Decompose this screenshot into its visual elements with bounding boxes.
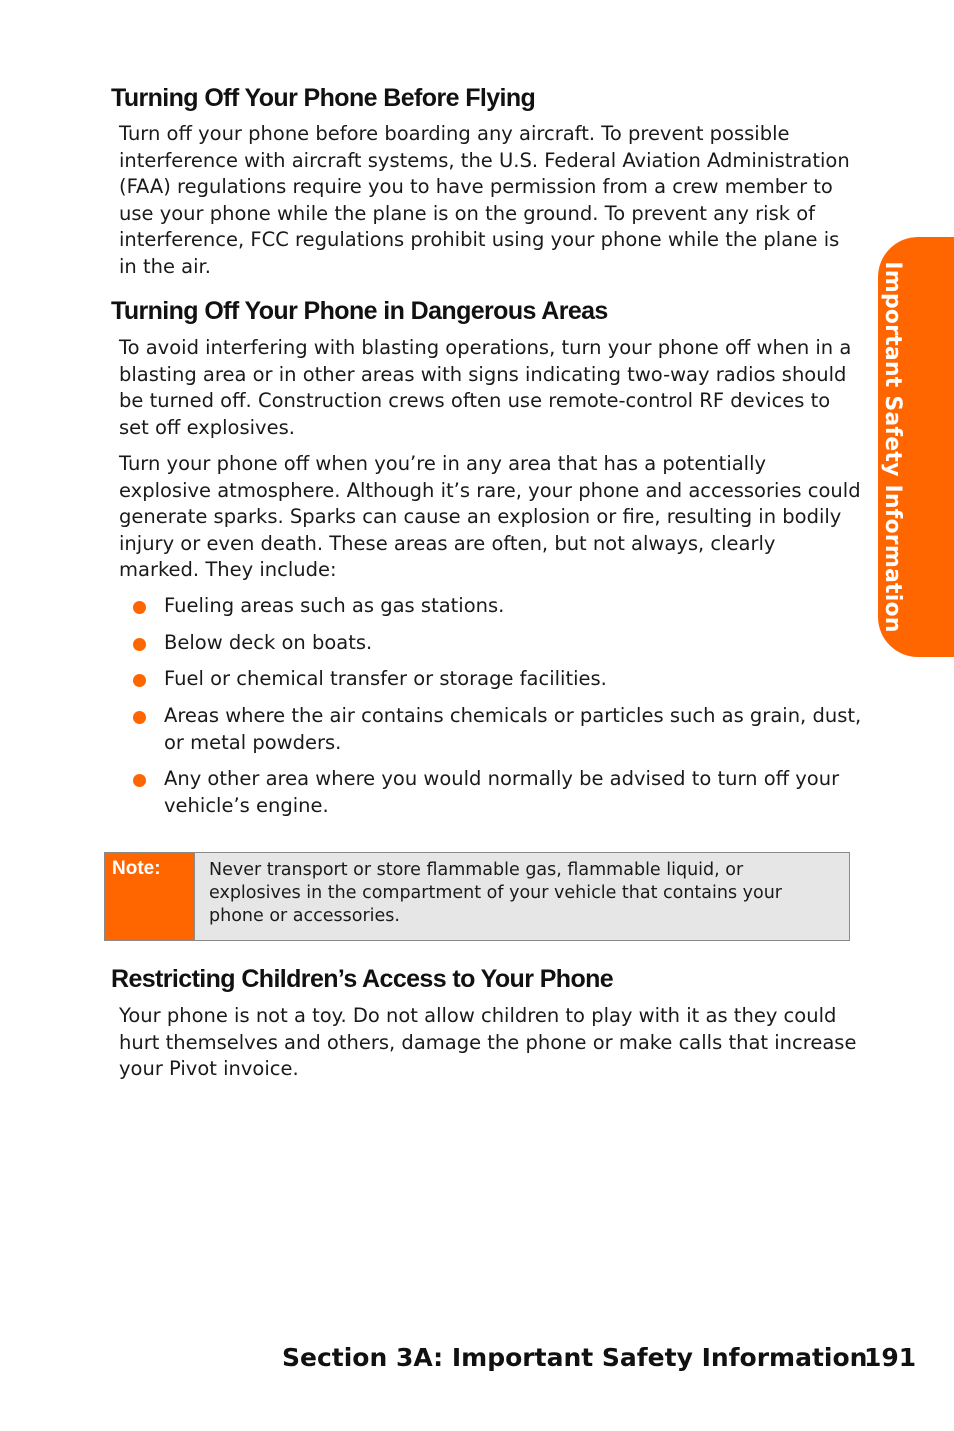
list-item-text: Areas where the air contains chemicals or particles such as grain, dust, or metal powders. (164, 704, 862, 754)
bullet-dot-icon (133, 674, 146, 687)
list-item (164, 766, 864, 819)
note-label: Note: (112, 858, 161, 879)
page-number: 191 (864, 1343, 917, 1372)
side-tab-label: Important Safety Information (880, 261, 906, 633)
list-item (164, 666, 864, 693)
section-heading-flying: Turning Off Your Phone Before Flying (111, 84, 536, 112)
paragraph-explosive-atmosphere: Turn your phone off when you’re in any area that has a potentially explosive atmosphere. Although it’s rare, your phone and accessories could generate sparks. Sparks can cause an explosion or fire, resulting in bodily injury or even death. These areas are often, but not always, clearly marked. They include: (119, 452, 861, 582)
section-heading-children: Restricting Children’s Access to Your Phone (111, 965, 614, 993)
bullet-dot-icon (133, 774, 146, 787)
list-item-text: Any other area where you would normally be advised to turn off your vehicle’s engine. (164, 767, 840, 817)
bullet-dot-icon (133, 601, 146, 614)
note-text: Never transport or store flammable gas, flammable liquid, or explosives in the compartment of your vehicle that contains your phone or accessories. (209, 860, 782, 926)
paragraph-flying: Turn off your phone before boarding any aircraft. To prevent possible interference with aircraft systems, the U.S. Federal Aviation Administration (FAA) regulations require you to have permission from a crew member to use your phone while the plane is on the ground. To prevent any risk of interference, FCC regulations prohibit using your phone while the plane is in the air. (119, 122, 850, 278)
paragraph-children: Your phone is not a toy. Do not allow children to play with it as they could hurt themselves and others, damage the phone or make calls that increase your Pivot invoice. (119, 1004, 857, 1081)
list-item (164, 630, 864, 657)
list-item-text: Fuel or chemical transfer or storage facilities. (164, 667, 607, 690)
paragraph-blasting: To avoid interfering with blasting operations, turn your phone off when in a blasting area or in other areas with signs indicating two-way radios should be turned off. Construction crews often use remote-control RF devices to set off explosives. (119, 336, 852, 439)
bullet-dot-icon (133, 638, 146, 651)
note-label-cell (105, 853, 195, 940)
section-side-tab (878, 237, 954, 657)
note-box (104, 852, 850, 941)
footer-section-title: Section 3A: Important Safety Information (282, 1343, 868, 1372)
section-heading-dangerous-areas: Turning Off Your Phone in Dangerous Areas (111, 297, 608, 325)
list-item-text: Fueling areas such as gas stations. (164, 594, 505, 617)
bullet-dot-icon (133, 711, 146, 724)
list-item-text: Below deck on boats. (164, 631, 373, 654)
list-item (164, 703, 864, 756)
list-item (164, 593, 864, 620)
